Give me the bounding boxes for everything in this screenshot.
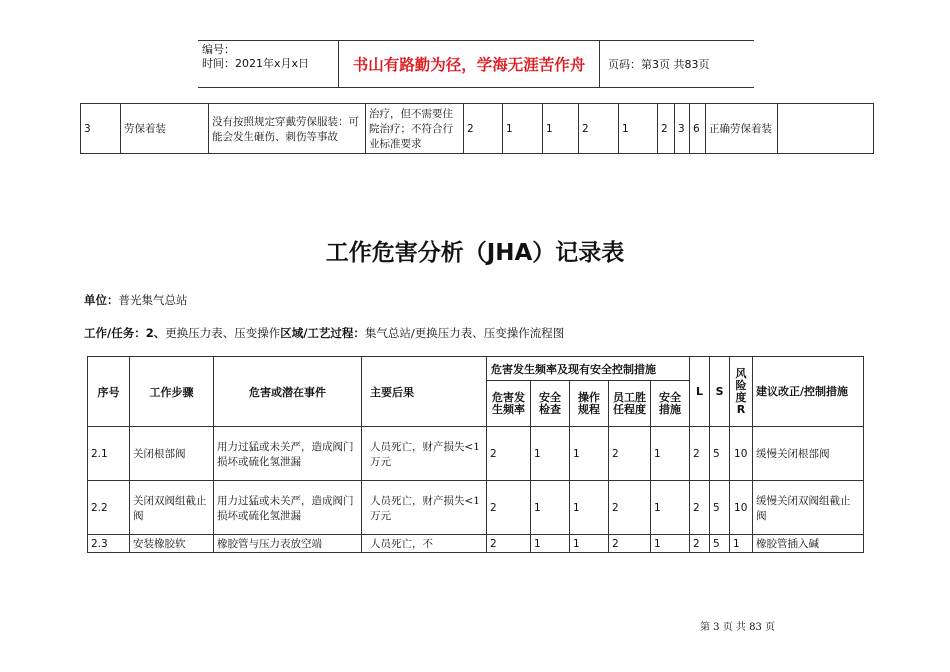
row-staff-competence: 2 xyxy=(609,535,651,553)
row-s: 5 xyxy=(710,535,730,553)
unit-line xyxy=(84,292,188,308)
table-row xyxy=(88,535,864,553)
page-header xyxy=(198,40,754,88)
row-s: 3 xyxy=(675,104,690,154)
row-safety-check: 1 xyxy=(531,427,570,481)
row-hazard: 橡胶管与压力表放空端 xyxy=(214,535,362,553)
header-staff-competence: 员工胜任程度 xyxy=(609,381,651,427)
row-step: 关闭双阀组截止阀 xyxy=(130,481,214,535)
row-number: 2.2 xyxy=(88,481,130,535)
row-safety-check: 1 xyxy=(531,535,570,553)
row-frequency: 2 xyxy=(487,427,531,481)
row-consequence: 人员死亡，财产损失<1万元 xyxy=(362,481,487,535)
task-value: 更换压力表、压变操作 xyxy=(165,326,281,340)
row-procedure: 1 xyxy=(570,481,609,535)
row-safety-check: 1 xyxy=(503,104,543,154)
row-safety-measure: 1 xyxy=(651,535,690,553)
prev-table xyxy=(80,103,874,154)
row-r: 1 xyxy=(730,535,753,553)
unit-label: 单位： xyxy=(84,293,119,307)
task-number: 2、 xyxy=(145,326,166,340)
header-safety-measure: 安全措施 xyxy=(651,381,690,427)
document-title: 工作危害分析（JHA）记录表 xyxy=(325,240,625,266)
row-advice: 缓慢关闭根部阀 xyxy=(753,427,864,481)
row-hazard: 用力过猛或未关严，造成阀门损坏或硫化氢泄漏 xyxy=(214,481,362,535)
row-procedure: 1 xyxy=(543,104,579,154)
row-consequence: 人员死亡，财产损失<1万元 xyxy=(362,427,487,481)
header-hazard-col: 危害或潜在事件 xyxy=(214,357,362,427)
row-frequency: 2 xyxy=(487,481,531,535)
header-frequency: 危害发生频率 xyxy=(487,381,531,427)
header-frequency-group: 危害发生频率及现有安全控制措施 xyxy=(487,357,690,381)
header-date: 时间：2021年x月x日 xyxy=(202,57,310,70)
header-page-number: 页码：第3页 共83页 xyxy=(608,58,710,71)
unit-value: 普光集气总站 xyxy=(118,293,188,307)
row-hazard: 没有按照规定穿戴劳保服装：可能会发生砸伤、刺伤等事故 xyxy=(209,104,366,154)
row-procedure: 1 xyxy=(570,427,609,481)
header-safety-check: 安全检查 xyxy=(531,381,570,427)
task-label: 工作/任务： xyxy=(84,326,146,340)
page-footer: 第 3 页 共 83 页 xyxy=(700,622,775,633)
header-s-col: S xyxy=(710,357,730,427)
header-procedure: 操作规程 xyxy=(570,381,609,427)
table-row xyxy=(88,481,864,535)
table-header-row xyxy=(88,357,864,381)
row-l: 2 xyxy=(690,535,710,553)
row-s: 5 xyxy=(710,427,730,481)
header-motto: 书山有路勤为径，学海无涯苦作舟 xyxy=(338,41,600,87)
row-r: 10 xyxy=(730,481,753,535)
jha-table xyxy=(87,356,864,553)
header-step-col: 工作步骤 xyxy=(130,357,214,427)
row-safety-measure: 1 xyxy=(651,481,690,535)
row-r: 10 xyxy=(730,427,753,481)
row-r: 6 xyxy=(690,104,706,154)
header-number: 编号： xyxy=(202,43,235,56)
row-staff-competence: 2 xyxy=(579,104,619,154)
row-safety-measure: 1 xyxy=(619,104,658,154)
row-hazard: 用力过猛或未关严，造成阀门损坏或硫化氢泄漏 xyxy=(214,427,362,481)
row-staff-competence: 2 xyxy=(609,427,651,481)
row-frequency: 2 xyxy=(487,535,531,553)
header-advice-col: 建议改正/控制措施 xyxy=(753,357,864,427)
row-l: 2 xyxy=(658,104,675,154)
header-r-col: 风险度R xyxy=(730,357,753,427)
row-advice: 正确劳保着装 xyxy=(706,104,778,154)
task-line xyxy=(84,325,564,341)
row-l: 2 xyxy=(690,427,710,481)
header-l-col: L xyxy=(690,357,710,427)
row-safety-measure: 1 xyxy=(651,427,690,481)
header-number-col: 序号 xyxy=(88,357,130,427)
row-staff-competence: 2 xyxy=(609,481,651,535)
row-number: 2.3 xyxy=(88,535,130,553)
row-extra xyxy=(778,104,874,154)
table-row xyxy=(81,104,874,154)
row-safety-check: 1 xyxy=(531,481,570,535)
table-row xyxy=(88,427,864,481)
row-number: 2.1 xyxy=(88,427,130,481)
header-meta xyxy=(198,41,338,87)
row-consequence: 治疗，但不需要住院治疗；不符合行业标准要求 xyxy=(366,104,464,154)
row-step: 劳保着装 xyxy=(121,104,209,154)
row-s: 5 xyxy=(710,481,730,535)
row-step: 关闭根部阀 xyxy=(130,427,214,481)
row-frequency: 2 xyxy=(464,104,503,154)
area-label: 区域/工艺过程： xyxy=(280,326,365,340)
row-l: 2 xyxy=(690,481,710,535)
header-consequence-col: 主要后果 xyxy=(362,357,487,427)
row-advice: 缓慢关闭双阀组截止阀 xyxy=(753,481,864,535)
row-advice: 橡胶管插入碱 xyxy=(753,535,864,553)
area-value: 集气总站/更换压力表、压变操作流程图 xyxy=(364,326,565,340)
row-step: 安装橡胶软 xyxy=(130,535,214,553)
row-number: 3 xyxy=(81,104,121,154)
row-procedure: 1 xyxy=(570,535,609,553)
row-consequence: 人员死亡，不 xyxy=(362,535,487,553)
